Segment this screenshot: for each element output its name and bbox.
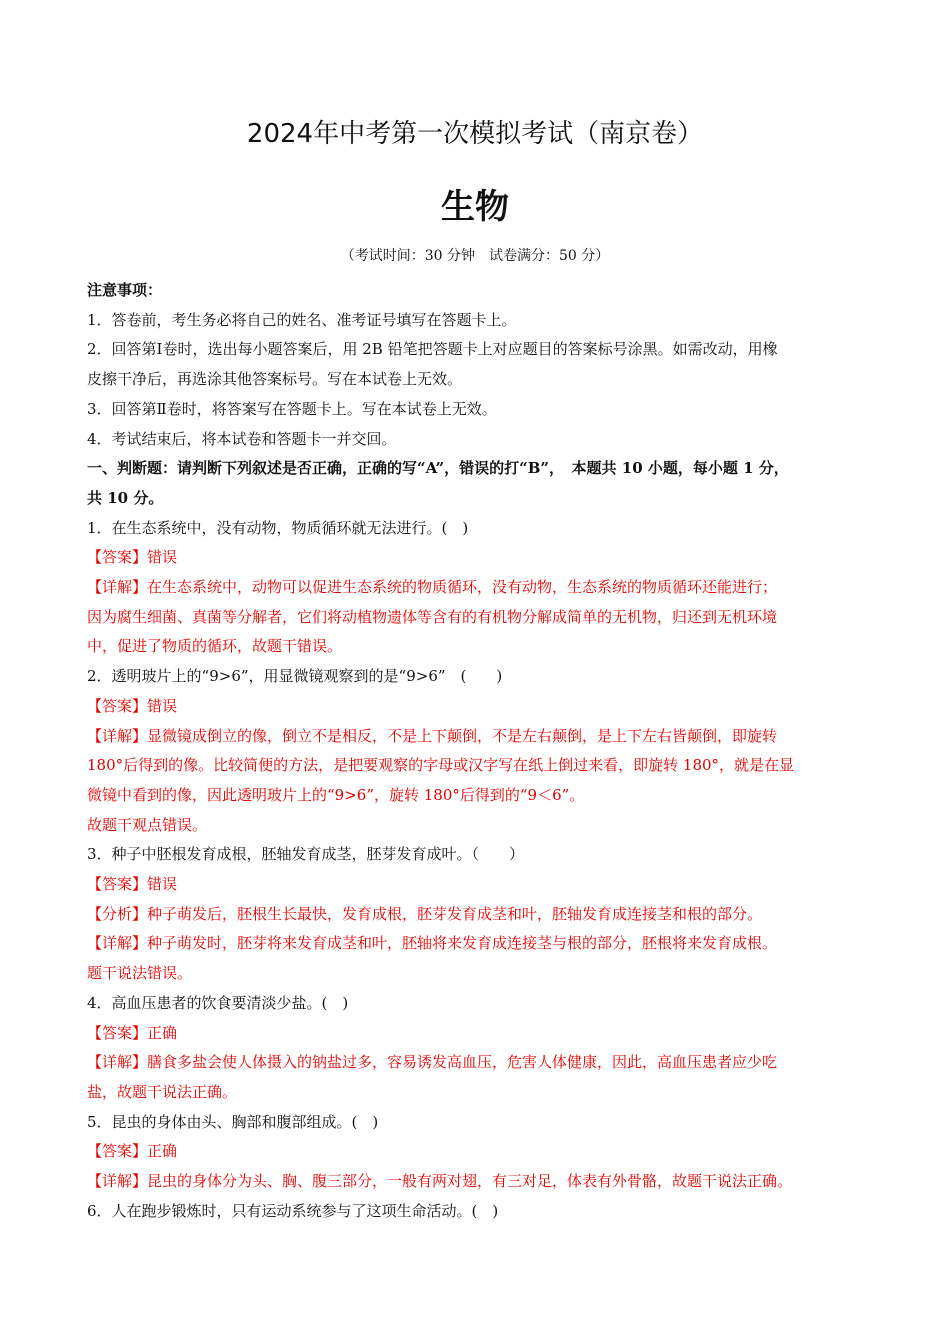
- question-text: 2．透明玻片上的“9>6”，用显微镜观察到的是“9>6” ( ): [87, 667, 503, 686]
- notice-item: 4．考试结束后，将本试卷和答题卡一并交回。: [87, 429, 397, 448]
- detail-text: 180°后得到的像。比较简便的方法，是把要观察的字母或汉字写在纸上倒过来看，即旋转 180°，就是在显: [87, 756, 795, 775]
- detail-text: 【详解】昆虫的身体分为头、胸、腹三部分，一般有两对翅，有三对足，体表有外骨骼，故题干说法正确。: [87, 1172, 793, 1191]
- notice-item: 2．回答第Ⅰ卷时，选出每小题答案后，用 2B 铅笔把答题卡上对应题目的答案标号涂黑。如需改动，用橡: [87, 340, 778, 359]
- notice-heading: 注意事项：: [87, 281, 163, 299]
- notice-item: 皮擦干净后，再选涂其他答案标号。写在本试卷上无效。: [87, 370, 463, 389]
- detail-text: 【详解】种子萌发时，胚芽将来发育成茎和叶，胚轴将来发育成连接茎与根的部分，胚根将来发育成根。: [87, 934, 778, 953]
- exam-info: （考试时间：30 分钟 试卷满分：50 分）: [340, 248, 610, 264]
- question-text: 1．在生态系统中，没有动物，物质循环就无法进行。( ): [87, 518, 469, 537]
- notice-item: 3．回答第Ⅱ卷时，将答案写在答题卡上。写在本试卷上无效。: [87, 399, 497, 418]
- detail-text: 题干说法错误。: [87, 964, 193, 983]
- detail-text: 因为腐生细菌、真菌等分解者，它们将动植物遗体等含有的有机物分解成简单的无机物，归还到无机环境: [87, 607, 778, 626]
- question-text: 6．人在跑步锻炼时，只有运动系统参与了这项生命活动。( ): [87, 1201, 499, 1220]
- detail-text: 【详解】显微镜成倒立的像，倒立不是相反，不是上下颠倒，不是左右颠倒，是上下左右皆颠倒，即旋转: [87, 726, 778, 745]
- answer-text: 【答案】错误: [87, 548, 178, 567]
- detail-text: 【详解】在生态系统中，动物可以促进生态系统的物质循环，没有动物，生态系统的物质循环还能进行；: [87, 578, 778, 597]
- exam-title: 2024年中考第一次模拟考试（南京卷）: [246, 119, 704, 149]
- detail-text: 【详解】膳食多盐会使人体摄入的钠盐过多，容易诱发高血压，危害人体健康，因此，高血压患者应少吃: [87, 1053, 778, 1072]
- section-heading: 共 10 分。: [87, 488, 164, 507]
- answer-text: 【答案】正确: [87, 1023, 178, 1042]
- question-text: 5．昆虫的身体由头、胸部和腹部组成。( ): [87, 1112, 379, 1131]
- notice-item: 1．答卷前，考生务必将自己的姓名、准考证号填写在答题卡上。: [87, 310, 517, 329]
- detail-text: 故题干观点错误。: [87, 815, 208, 834]
- detail-text: 中，促进了物质的循环，故题干错误。: [87, 637, 343, 656]
- question-text: 4．高血压患者的饮食要清淡少盐。( ): [87, 993, 349, 1012]
- detail-text: 微镜中看到的像，因此透明玻片上的“9>6”，旋转 180°后得到的“9＜6”。: [87, 785, 585, 804]
- section-heading: 一、判断题：请判断下列叙述是否正确，正确的写“A”，错误的打“B”， 本题共 10 小题，每小题 1 分，: [87, 459, 789, 478]
- subject-title: 生物: [441, 187, 509, 227]
- document-body: [87, 276, 867, 1227]
- analysis-text: 【分析】种子萌发后，胚根生长最快，发育成根，胚芽发育成茎和叶，胚轴发育成连接茎和根的部分。: [87, 904, 763, 923]
- answer-text: 【答案】错误: [87, 875, 178, 894]
- detail-text: 盐，故题干说法正确。: [87, 1082, 238, 1101]
- answer-text: 【答案】正确: [87, 1142, 178, 1161]
- answer-text: 【答案】错误: [87, 696, 178, 715]
- question-text: 3．种子中胚根发育成根，胚轴发育成茎，胚芽发育成叶。（ ）: [87, 845, 525, 864]
